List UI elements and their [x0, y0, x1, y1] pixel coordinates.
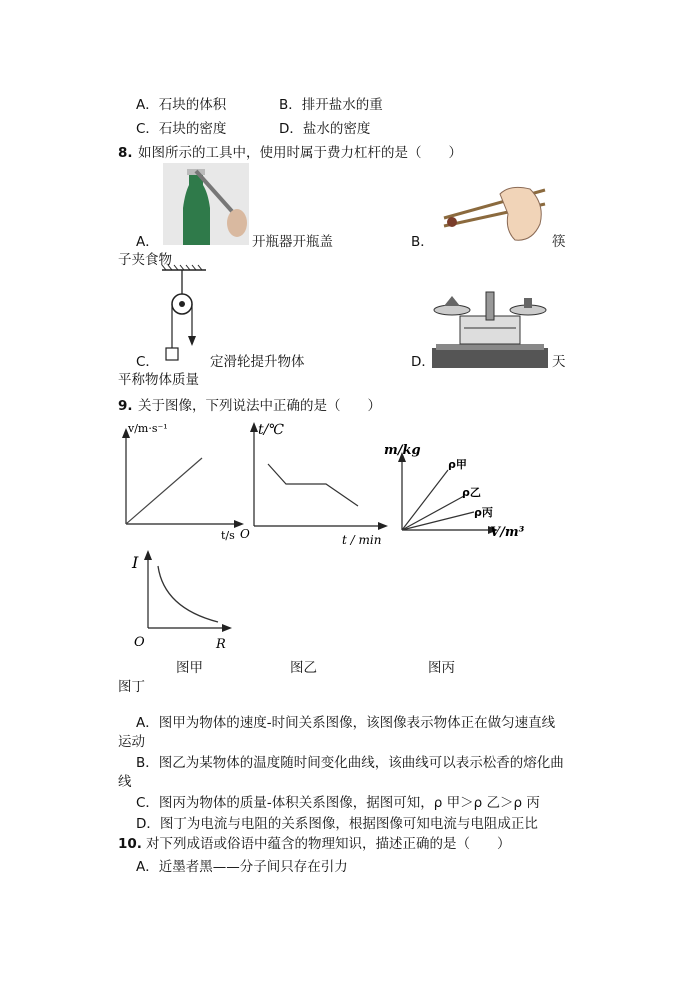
caption-bing: 图丙: [428, 660, 455, 676]
q10-stem: 对下列成语或俗语中蕴含的物理知识，描述正确的是（ ）: [146, 836, 511, 852]
q8-option-d-text-wrap: 平称物体质量: [118, 372, 199, 388]
q9-option-b-line2: 线: [118, 774, 132, 790]
q8-option-b-text-wrap: 子夹食物: [118, 252, 172, 268]
graph-yi-origin: O: [240, 527, 250, 541]
bottle-opener-image: [163, 163, 249, 245]
graph-bing-ylabel: m/kg: [384, 443, 421, 458]
graph-ding-ylabel: I: [132, 553, 139, 572]
caption-ding: 图丁: [118, 679, 145, 695]
chopsticks-image: [440, 184, 548, 246]
q8-option-d-letter: D．: [411, 354, 435, 370]
q9-option-c: C．图丙为物体的质量-体积关系图像，据图可知，ρ 甲＞ρ 乙＞ρ 丙: [136, 795, 540, 811]
q8-option-c-letter: C．: [136, 354, 159, 370]
graph-yi-ylabel: t/℃: [258, 422, 285, 438]
q9-option-d: D．图丁为电流与电阻的关系图像，根据图像可知电流与电阻成正比: [136, 816, 538, 832]
graph-bing-rho-jia: ρ甲: [448, 458, 467, 471]
q10-option-a: A．近墨者黑——分子间只存在引力: [136, 859, 348, 875]
graph-bing-xlabel: V/m³: [490, 525, 525, 540]
graph-ding-origin: O: [134, 635, 145, 650]
q8-option-d-text-end: 天: [552, 354, 566, 370]
q9-option-b-line1: B．图乙为某物体的温度随时间变化曲线，该曲线可以表示松香的熔化曲: [136, 755, 564, 771]
q7-option-a: A．石块的体积: [136, 97, 227, 113]
graph-ding-xlabel: R: [216, 637, 226, 652]
graph-jia-xlabel: t/s: [221, 529, 235, 542]
q7-option-b: B．排开盐水的重: [279, 97, 383, 113]
q8-option-a-text: 开瓶器开瓶盖: [252, 234, 333, 250]
graph-bing-rho-bing: ρ丙: [474, 506, 493, 519]
caption-jia: 图甲: [176, 660, 203, 676]
balance-scale-image: [430, 288, 550, 370]
q7-option-c: C．石块的密度: [136, 121, 227, 137]
q8-option-b-letter: B．: [411, 234, 434, 250]
graph-jia: [118, 420, 244, 540]
q7-option-d: D．盐水的密度: [279, 121, 371, 137]
q8-number: 8.: [118, 145, 133, 161]
graph-ding: [128, 548, 238, 650]
q9-option-a-line1: A．图甲为物体的速度-时间关系图像，该图像表示物体正在做匀速直线: [136, 715, 556, 731]
graph-bing: [382, 434, 532, 544]
graph-bing-rho-yi: ρ乙: [462, 486, 481, 499]
caption-yi: 图乙: [290, 660, 317, 676]
q9-option-a-line2: 运动: [118, 734, 145, 750]
q9-number: 9.: [118, 398, 133, 414]
q8-option-a-letter: A．: [136, 234, 159, 250]
q9-stem: 关于图像，下列说法中正确的是（ ）: [138, 398, 381, 414]
q8-stem: 如图所示的工具中，使用时属于费力杠杆的是（ ）: [138, 145, 462, 161]
q8-option-c-text: 定滑轮提升物体: [210, 354, 305, 370]
q8-option-b-text-end: 筷: [552, 234, 566, 250]
q10-number: 10.: [118, 836, 142, 852]
graph-yi-xlabel: t / min: [342, 533, 382, 547]
graph-jia-ylabel: v/m·s⁻¹: [128, 422, 168, 435]
fixed-pulley-image: [160, 268, 210, 364]
graph-yi: [238, 418, 388, 546]
